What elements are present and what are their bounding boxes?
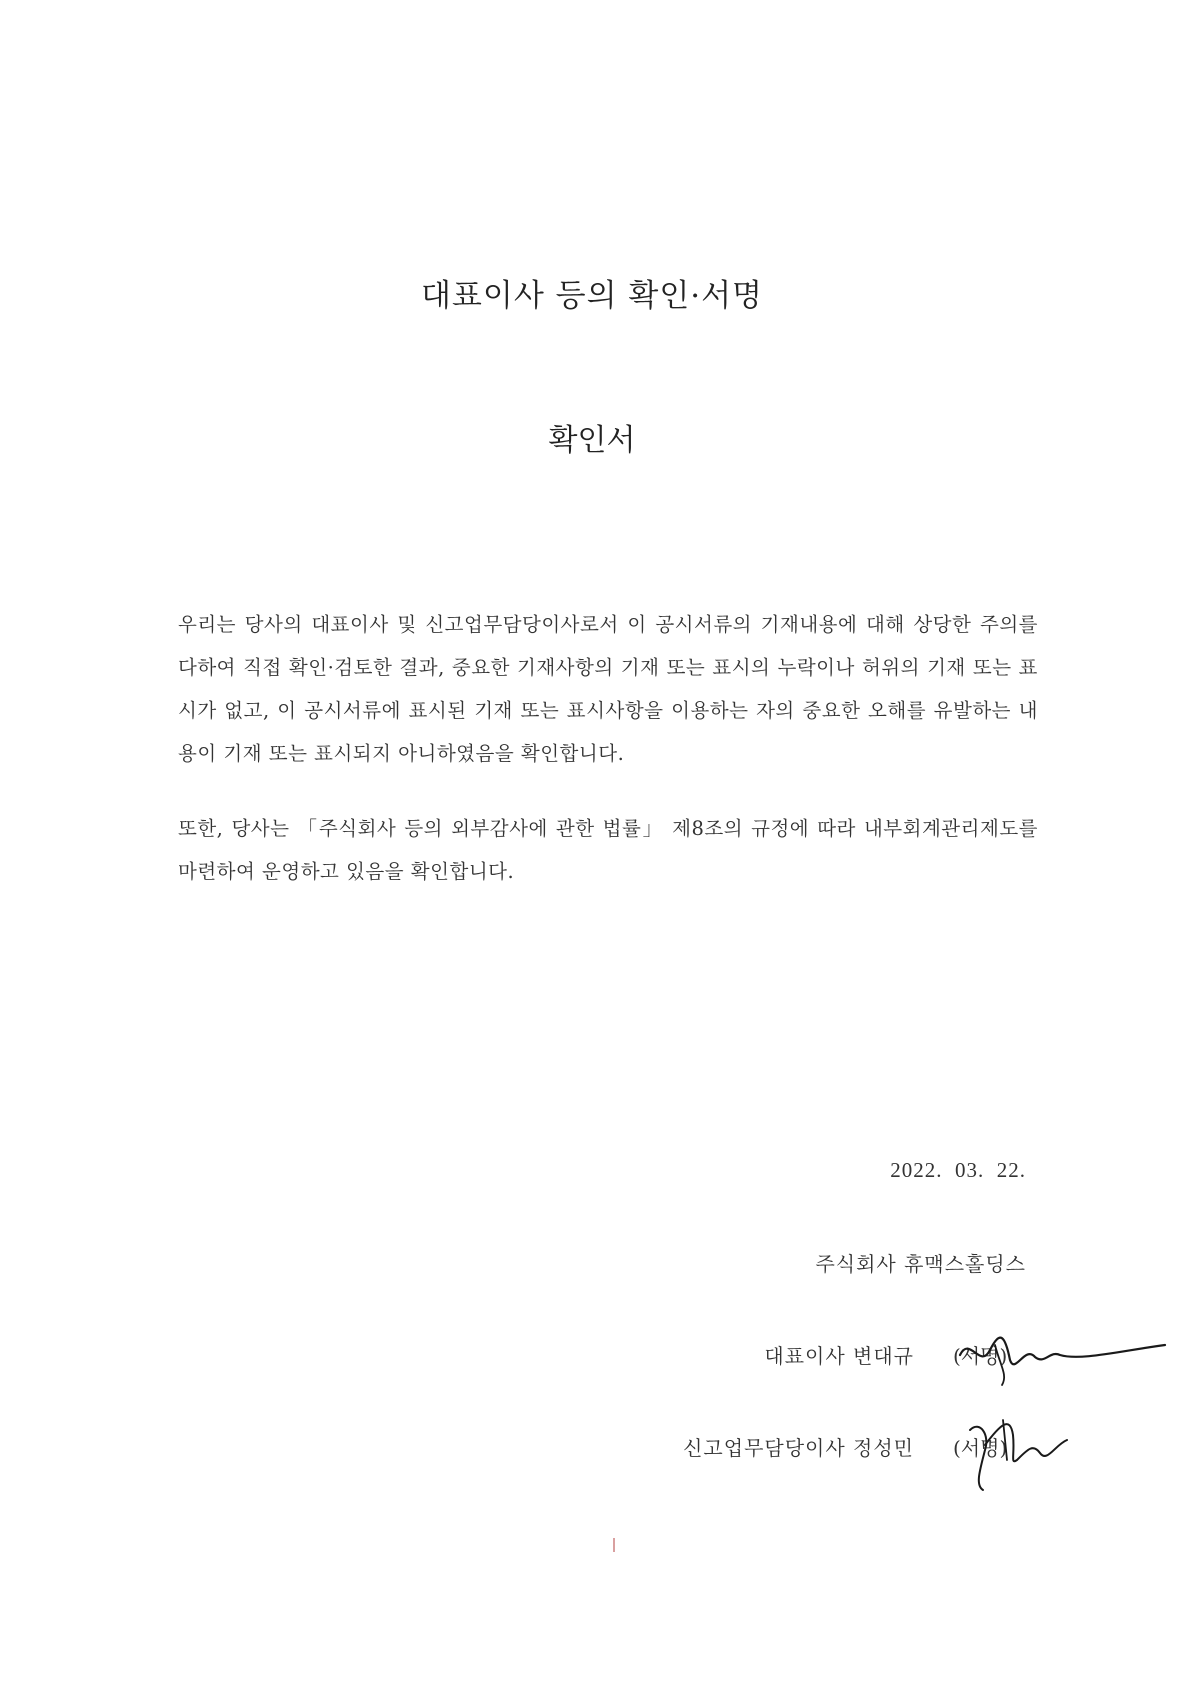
- disclosure-officer-sign-label: (서명): [953, 1436, 1008, 1460]
- document-subtitle: 확인서: [548, 423, 636, 458]
- ceo-sign-label: (서명): [953, 1344, 1008, 1368]
- page-title: 대표이사 등의 확인·서명: [420, 278, 764, 314]
- document-date: 2022. 03. 22.: [890, 1158, 1026, 1182]
- disclosure-officer-signature: [955, 1405, 1075, 1495]
- company-name: 주식회사 휴맥스홀딩스: [815, 1252, 1026, 1276]
- scan-artifact: [613, 1538, 615, 1552]
- confirmation-paragraph: 우리는 당사의 대표이사 및 신고업무담당이사로서 이 공시서류의 기재내용에 대해 상당한 주의를 다하여 직접 확인·검토한 결과, 중요한 기재사항의 기재 또는 표시의 누락이나 허위의 기재 또는 표시가 없고, 이 공시서류에 표시된 기재 또는 표시사항을 이용하는 자의 중요한 오해를 유발하는 내용이 기재 또는 표시되지 아니하였음을 확인합니다.: [178, 613, 1038, 765]
- ceo-signer: 대표이사 변대규: [764, 1344, 914, 1368]
- disclosure-officer-signer: 신고업무담당이사 정성민: [683, 1436, 914, 1460]
- ceo-signature: [950, 1315, 1170, 1395]
- internal-control-paragraph: 또한, 당사는 「주식회사 등의 외부감사에 관한 법률」 제8조의 규정에 따라 내부회계관리제도를 마련하여 운영하고 있음을 확인합니다.: [178, 817, 1038, 883]
